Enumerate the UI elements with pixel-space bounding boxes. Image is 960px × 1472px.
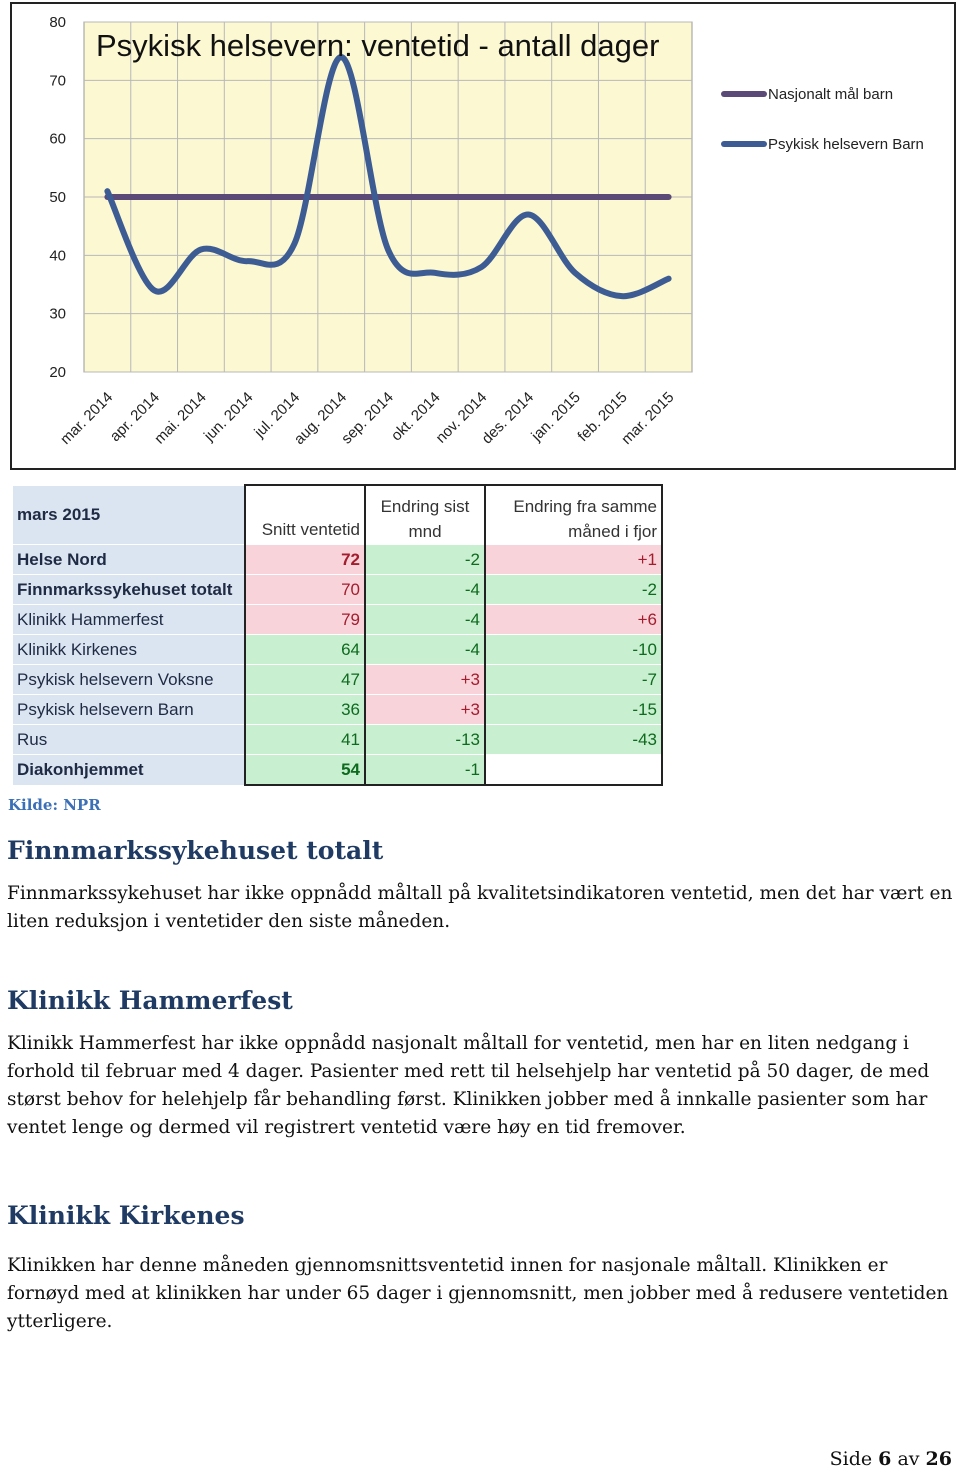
fjor-value: -2 xyxy=(485,575,662,605)
section-text: Finnmarkssykehuset har ikke oppnådd måltall på kvalitetsindikatoren ventetid, men det har vært en liten reduksjon i ventetider den siste måneden. xyxy=(7,883,953,932)
row-name: Helse Nord xyxy=(13,545,246,575)
table-row xyxy=(13,545,663,575)
y-tick-label: 30 xyxy=(49,305,66,323)
sist-value: -4 xyxy=(365,605,485,635)
table-header-row xyxy=(13,485,663,545)
sist-value: -13 xyxy=(365,725,485,755)
table-row xyxy=(13,635,663,665)
sist-value: -4 xyxy=(365,635,485,665)
snitt-value: 79 xyxy=(245,605,365,635)
chart-title: Psykisk helsevern: ventetid - antall dager xyxy=(96,28,660,63)
sist-value: +3 xyxy=(365,695,485,725)
row-name: Rus xyxy=(13,725,246,755)
table-row xyxy=(13,605,663,635)
header-snitt: Snitt ventetid xyxy=(245,485,365,545)
header-sist: Endring sist mnd xyxy=(365,485,485,545)
period-label: mars 2015 xyxy=(13,485,246,545)
snitt-value: 36 xyxy=(245,695,365,725)
section-text: Klinikk Hammerfest har ikke oppnådd nasjonalt måltall for ventetid, men har en liten nedgang i forhold til februar med 4 dager. Pasienter med rett til helsehjelp har ventetid på 50 dager, de med størst behov for helehjelp får behandling først. Klinikken jobber med å innkalle pasienter som har ventet lenge og dermed vil registrert ventetid være høy en tid fremover. xyxy=(7,1033,930,1138)
row-name: Psykisk helsevern Voksne xyxy=(13,665,246,695)
section-heading: Finnmarkssykehuset totalt xyxy=(7,836,384,865)
legend-label: Psykisk helsevern Barn xyxy=(768,136,924,153)
x-tick-label: apr. 2014 xyxy=(106,388,163,446)
sist-value: +3 xyxy=(365,665,485,695)
snitt-value: 64 xyxy=(245,635,365,665)
header-fjor: Endring fra samme måned i fjor xyxy=(485,485,662,545)
fjor-value xyxy=(485,755,662,786)
row-name: Diakonhjemmet xyxy=(13,755,246,786)
page-footer: Side 6 av 26 xyxy=(829,1448,952,1470)
snitt-value: 54 xyxy=(245,755,365,786)
fjor-value: -43 xyxy=(485,725,662,755)
legend-label: Nasjonalt mål barn xyxy=(768,86,894,103)
row-name: Psykisk helsevern Barn xyxy=(13,695,246,725)
row-name: Klinikk Kirkenes xyxy=(13,635,246,665)
fjor-value: -7 xyxy=(485,665,662,695)
row-name: Finnmarkssykehuset totalt xyxy=(13,575,246,605)
section-heading: Klinikk Hammerfest xyxy=(7,986,293,1015)
source-label: Kilde: NPR xyxy=(8,796,101,814)
fjor-value: +6 xyxy=(485,605,662,635)
y-tick-label: 20 xyxy=(49,364,66,381)
section-text: Klinikken har denne måneden gjennomsnittsventetid innen for nasjonale måltall. Klinikken er fornøyd med at klinikken har under 65 dager i gjennomsnitt, men jobber med å redusere ventetiden ytterligere. xyxy=(7,1255,949,1332)
table-row xyxy=(13,575,663,605)
snitt-value: 47 xyxy=(245,665,365,695)
chart-container xyxy=(10,2,956,470)
snitt-value: 41 xyxy=(245,725,365,755)
y-tick-label: 60 xyxy=(49,130,66,148)
sist-value: -2 xyxy=(365,545,485,575)
fjor-value: -10 xyxy=(485,635,662,665)
section-heading: Klinikk Kirkenes xyxy=(7,1201,245,1230)
y-tick-label: 40 xyxy=(49,247,66,265)
x-tick-label: mai. 2014 xyxy=(151,388,210,448)
x-tick-label: jun. 2014 xyxy=(200,388,257,445)
x-tick-label: jul. 2014 xyxy=(251,388,304,441)
x-tick-label: sep. 2014 xyxy=(338,388,397,448)
table-row xyxy=(13,755,663,786)
fjor-value: -15 xyxy=(485,695,662,725)
x-tick-label: mar. 2015 xyxy=(618,388,678,449)
sist-value: -4 xyxy=(365,575,485,605)
x-tick-label: feb. 2015 xyxy=(574,388,631,446)
x-tick-label: mar. 2014 xyxy=(57,388,117,449)
x-tick-label: nov. 2014 xyxy=(432,388,491,447)
snitt-value: 72 xyxy=(245,545,365,575)
row-name: Klinikk Hammerfest xyxy=(13,605,246,635)
y-tick-label: 80 xyxy=(49,14,66,31)
x-tick-label: des. 2014 xyxy=(478,388,538,448)
x-tick-label: jan. 2015 xyxy=(528,388,584,445)
x-tick-label: aug. 2014 xyxy=(290,388,351,449)
table-row xyxy=(13,665,663,695)
table-row xyxy=(13,725,663,755)
sist-value: -1 xyxy=(365,755,485,786)
waiting-time-table xyxy=(12,484,663,786)
line-chart xyxy=(12,4,954,468)
y-tick-label: 70 xyxy=(49,72,66,90)
table-row xyxy=(13,695,663,725)
x-tick-label: okt. 2014 xyxy=(387,388,444,445)
snitt-value: 70 xyxy=(245,575,365,605)
y-tick-label: 50 xyxy=(49,189,66,206)
fjor-value: +1 xyxy=(485,545,662,575)
